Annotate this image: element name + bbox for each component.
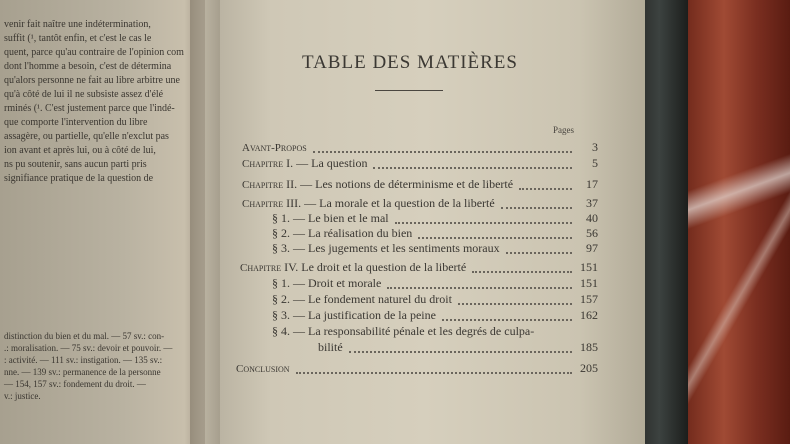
left-page-line: dont l'homme a besoin, c'est de détermina: [4, 61, 172, 72]
toc-entry-title: § 1. — Droit et morale: [272, 276, 382, 290]
title-divider: [375, 90, 443, 91]
left-page-line: suffit (¹, tantôt enfin, et c'est le cas le: [4, 33, 152, 44]
leader-dots: [501, 206, 572, 209]
toc-entry-label: [242, 156, 367, 171]
leader-dots: [472, 270, 572, 273]
toc-page-number: 97: [586, 241, 598, 255]
left-page-line: quent, parce qu'au contraire de l'opinion com: [4, 47, 184, 58]
toc-entry-label: [242, 177, 513, 192]
toc-entry-label: [272, 292, 452, 306]
toc-entry-label: [242, 140, 307, 155]
toc-entry-prefix: Chapitre: [242, 179, 284, 191]
toc-entry-title: IV. Le droit et la question de la liberté: [284, 260, 467, 274]
toc-entry: [0, 308, 790, 324]
left-page-line: .: moralisation. — 75 sv.: devoir et pouvoir. —: [4, 343, 173, 353]
toc-page-number: 37: [586, 196, 598, 210]
left-page-line: qu'à côté de lui il ne subsiste assez d'élé: [4, 89, 164, 100]
toc-page-number: 40: [586, 211, 598, 225]
left-page-line: qu'alors personne ne fait au libre arbitre une: [4, 75, 180, 86]
toc-entry-title: § 4. — La responsabilité pénale et les degrés de culpa-: [272, 324, 535, 338]
page-title: TABLE DES MATIÈRES: [302, 52, 518, 73]
toc-entry: [0, 156, 790, 172]
toc-page-number: 157: [580, 292, 598, 306]
toc-page-number: 185: [580, 340, 598, 354]
toc-entry-title: bilité: [318, 340, 343, 354]
toc-entry-label: [272, 324, 534, 338]
toc-entry-title: § 2. — La réalisation du bien: [272, 226, 413, 240]
toc-entry-title: § 1. — Le bien et le mal: [272, 211, 389, 225]
toc-entry-label: [272, 211, 389, 225]
toc-page-number: 151: [580, 260, 598, 274]
leader-dots: [296, 371, 572, 374]
toc-entry: [0, 260, 790, 276]
toc-entry-title: § 3. — La justification de la peine: [272, 308, 436, 322]
leader-dots: [395, 221, 572, 224]
toc-entry-title: § 2. — Le fondement naturel du droit: [272, 292, 452, 306]
toc-entry: [0, 140, 790, 156]
left-page-line: : activité. — 111 sv.: instigation. — 135 sv.:: [4, 355, 163, 365]
left-page-line: v.: justice.: [4, 391, 41, 401]
toc-entry: [0, 292, 790, 308]
toc-entry: [0, 324, 790, 340]
toc-entry-label: [272, 308, 436, 322]
toc-entry-prefix: Avant-Propos: [242, 142, 307, 154]
left-page-line: signifiance pratique de la question de: [4, 173, 154, 184]
left-page-line: que comporte l'intervention du libre: [4, 117, 148, 128]
toc-entry: [0, 196, 790, 212]
leader-dots: [506, 251, 572, 254]
toc-entry: [0, 361, 790, 377]
left-page-line: rminés (¹. C'est justement parce que l'indé-: [4, 103, 175, 114]
leader-dots: [458, 302, 572, 305]
leader-dots: [349, 350, 572, 353]
toc-entry: [0, 226, 790, 242]
toc-entry-label: [272, 226, 412, 240]
toc-entry: [0, 177, 790, 193]
toc-page-number: 5: [592, 156, 598, 170]
toc-entry-label: [242, 196, 495, 211]
toc-entry-label: [240, 260, 466, 275]
toc-entry-label: [272, 276, 381, 290]
toc-entry-prefix: Conclusion: [236, 363, 290, 375]
toc-entry: [0, 211, 790, 227]
left-page-line: ns pu soutenir, sans aucun parti pris: [4, 159, 147, 170]
toc-page-number: 162: [580, 308, 598, 322]
left-page-line: assagère, ou partielle, qu'elle n'exclut pas: [4, 131, 169, 142]
toc-page-number: 56: [586, 226, 598, 240]
leader-dots: [373, 166, 572, 169]
toc-page-number: 151: [580, 276, 598, 290]
toc-page-number: 205: [580, 361, 598, 375]
toc-entry-title: § 3. — Les jugements et les sentiments moraux: [272, 241, 500, 255]
leader-dots: [442, 318, 572, 321]
toc-entry-title: III. — La morale et la question de la liberté: [286, 196, 495, 210]
left-page-line: venir fait naître une indétermination,: [4, 19, 151, 30]
toc-entry-label: [318, 340, 343, 354]
left-page-line: nne. — 139 sv.: permanence de la personne: [4, 367, 161, 377]
toc-entry-prefix: Chapitre: [240, 262, 282, 274]
pages-column-header: Pages: [553, 125, 574, 135]
left-page-line: ion avant et après lui, ou à côté de lui,: [4, 145, 156, 156]
leader-dots: [313, 150, 572, 153]
leader-dots: [387, 286, 572, 289]
leader-dots: [418, 236, 572, 239]
toc-entry: [0, 340, 790, 356]
toc-entry: [0, 241, 790, 257]
toc-entry-label: [236, 361, 290, 376]
toc-entry: [0, 276, 790, 292]
toc-entry-label: [272, 241, 500, 255]
toc-entry-title: II. — Les notions de déterminisme et de liberté: [286, 177, 514, 191]
left-page-line: distinction du bien et du mal. — 57 sv.: con-: [4, 331, 165, 341]
left-page-line: — 154, 157 sv.: fondement du droit. —: [4, 379, 146, 389]
toc-entry-prefix: Chapitre: [242, 198, 284, 210]
toc-entry-title: I. — La question: [286, 156, 368, 170]
toc-page-number: 17: [586, 177, 598, 191]
toc-page-number: 3: [592, 140, 598, 154]
leader-dots: [519, 187, 572, 190]
toc-entry-prefix: Chapitre: [242, 158, 284, 170]
